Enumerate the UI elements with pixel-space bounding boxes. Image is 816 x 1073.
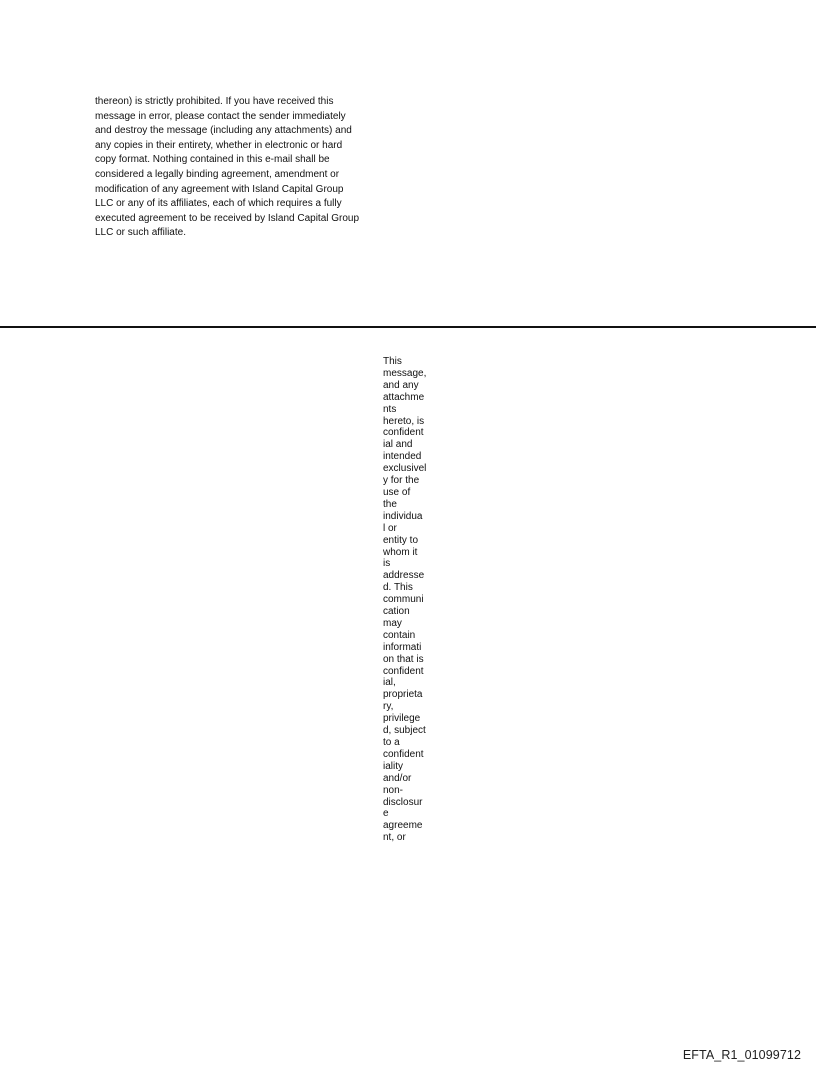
notice-line: communi bbox=[383, 594, 424, 606]
notice-line: nts bbox=[383, 403, 397, 415]
notice-line: confident bbox=[383, 665, 424, 677]
notice-line: attachme bbox=[383, 391, 425, 403]
notice-line: may bbox=[383, 617, 402, 629]
disclaimer-line: LLC or any of its affiliates, each of which requires a fully bbox=[95, 198, 342, 210]
notice-line: confident bbox=[383, 427, 424, 439]
disclaimer-line: considered a legally binding agreement, amendment or bbox=[95, 168, 340, 180]
disclaimer-continuation bbox=[95, 95, 395, 241]
notice-line: and any bbox=[383, 379, 419, 391]
disclaimer-line: executed agreement to be received by Island Capital Group bbox=[95, 212, 360, 224]
disclaimer-line: copy format. Nothing contained in this e-mail shall be bbox=[95, 154, 330, 166]
notice-line: d, subject bbox=[383, 725, 426, 737]
notice-line: This bbox=[383, 356, 402, 367]
notice-line: iality bbox=[383, 760, 404, 772]
notice-line: contain bbox=[383, 629, 416, 641]
disclaimer-line: LLC or such affiliate. bbox=[95, 227, 186, 239]
notice-line: agreeme bbox=[383, 820, 423, 832]
document-id: EFTA_R1_01099712 bbox=[682, 1048, 801, 1062]
disclaimer-line: message in error, please contact the sender immediately bbox=[95, 110, 346, 122]
notice-line: exclusivel bbox=[383, 463, 427, 475]
notice-line: is bbox=[383, 558, 391, 570]
notice-line: privilege bbox=[383, 713, 421, 725]
notice-line: ial, bbox=[383, 677, 396, 689]
notice-line: whom it bbox=[383, 546, 418, 558]
disclaimer-line: modification of any agreement with Island Capital Group bbox=[95, 183, 344, 195]
notice-line: on that is bbox=[383, 653, 424, 665]
notice-line: the bbox=[383, 498, 397, 510]
notice-line: l or bbox=[383, 522, 397, 534]
notice-line: e bbox=[383, 808, 389, 820]
notice-line: y for the bbox=[383, 475, 420, 487]
notice-line: addresse bbox=[383, 570, 425, 582]
notice-line: disclosur bbox=[383, 796, 423, 808]
notice-line: d. This bbox=[383, 582, 413, 594]
notice-line: ry, bbox=[383, 701, 394, 713]
disclaimer-line: and destroy the message (including any attachments) and bbox=[95, 125, 352, 137]
notice-line: non- bbox=[383, 784, 404, 796]
notice-line: use of bbox=[383, 486, 411, 498]
notice-line: message, bbox=[383, 367, 427, 379]
notice-line: confident bbox=[383, 748, 424, 760]
notice-line: nt, or bbox=[383, 832, 406, 844]
notice-line: and/or bbox=[383, 772, 412, 784]
confidentiality-notice bbox=[383, 356, 443, 844]
notice-line: to a bbox=[383, 737, 400, 748]
notice-line: entity to bbox=[383, 534, 419, 546]
disclaimer-line: thereon) is strictly prohibited. If you have received this bbox=[95, 96, 334, 107]
notice-line: cation bbox=[383, 606, 410, 618]
notice-line: informati bbox=[383, 641, 422, 653]
section-divider bbox=[0, 326, 816, 328]
notice-line: ial and bbox=[383, 439, 413, 451]
notice-line: hereto, is bbox=[383, 415, 425, 427]
notice-line: individua bbox=[383, 510, 423, 522]
notice-line: proprieta bbox=[383, 689, 423, 701]
notice-line: intended bbox=[383, 451, 422, 463]
disclaimer-line: any copies in their entirety, whether in electronic or hard bbox=[95, 139, 343, 151]
